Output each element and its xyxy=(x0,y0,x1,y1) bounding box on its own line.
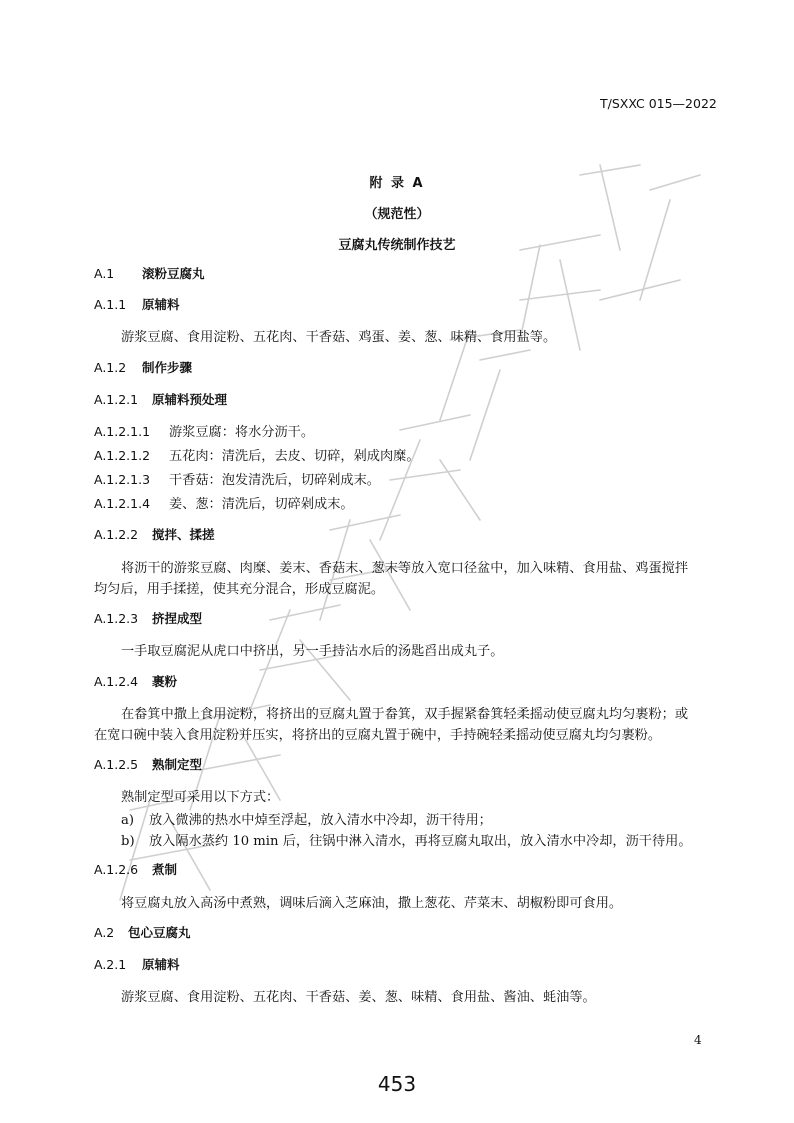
paragraph: 一手取豆腐泥从虎口中挤出，另一手持沾水后的汤匙舀出成丸子。 xyxy=(121,644,504,659)
list-item xyxy=(94,469,380,488)
section-a1-1 xyxy=(94,295,180,313)
section-title: 搅拌、揉搓 xyxy=(152,527,215,542)
section-a2-1 xyxy=(94,955,180,973)
item-number: A.1.2.1.1 xyxy=(94,424,151,439)
list-item xyxy=(94,445,420,464)
section-number: A.1.2.6 xyxy=(94,862,139,877)
section-number: A.1.2 xyxy=(94,360,127,375)
option-item xyxy=(121,830,692,849)
appendix-name: 豆腐丸传统制作技艺 xyxy=(338,238,456,253)
section-number: A.2 xyxy=(94,925,115,940)
paragraph: 游浆豆腐、食用淀粉、五花肉、干香菇、姜、葱、味精、食用盐、酱油、蚝油等。 xyxy=(121,990,596,1005)
standard-number: T/SXXC 015—2022 xyxy=(600,96,717,111)
section-number: A.1.2.3 xyxy=(94,611,139,626)
item-number: A.1.2.1.2 xyxy=(94,448,151,463)
item-text: 游浆豆腐：将水分沥干。 xyxy=(169,425,315,440)
appendix-nature: （规范性） xyxy=(364,207,430,222)
item-text: 五花肉：清洗后，去皮、切碎，剁成肉糜。 xyxy=(169,449,420,464)
section-a1-2-5 xyxy=(94,755,202,773)
section-title: 挤捏成型 xyxy=(152,611,203,626)
section-title: 包心豆腐丸 xyxy=(128,925,191,940)
item-text: 姜、葱：清洗后，切碎剁成末。 xyxy=(169,497,354,512)
section-title: 原辅料预处理 xyxy=(152,392,228,407)
paragraph: 将豆腐丸放入高汤中煮熟，调味后滴入芝麻油，撒上葱花、芹菜末、胡椒粉即可食用。 xyxy=(121,896,623,911)
option-text: 放入隔水蒸约 10 min 后，往锅中淋入清水，再将豆腐丸取出，放入清水中冷却，沥干待用。 xyxy=(149,834,692,849)
section-number: A.1 xyxy=(94,266,115,281)
paragraph: 游浆豆腐、食用淀粉、五花肉、干香菇、鸡蛋、姜、葱、味精、食用盐等。 xyxy=(121,330,557,345)
section-title: 原辅料 xyxy=(142,957,180,972)
section-number: A.2.1 xyxy=(94,957,127,972)
paragraph-line: 将沥干的游浆豆腐、肉糜、姜末、香菇末、葱末等放入宽口径盆中，加入味精、食用盐、鸡蛋搅拌 xyxy=(121,561,689,576)
section-a1-2-2 xyxy=(94,525,215,543)
section-a1-2 xyxy=(94,358,192,376)
item-text: 干香菇：泡发清洗后，切碎剁成末。 xyxy=(169,473,380,488)
section-a1 xyxy=(94,264,205,282)
section-a2 xyxy=(94,923,191,941)
footer-page-number: 453 xyxy=(377,1072,417,1096)
item-number: A.1.2.1.3 xyxy=(94,472,151,487)
section-title: 制作步骤 xyxy=(142,360,193,375)
paragraph: 熟制定型可采用以下方式： xyxy=(121,790,280,805)
page-number: 4 xyxy=(694,1033,702,1047)
list-item xyxy=(94,421,314,440)
section-number: A.1.1 xyxy=(94,297,127,312)
option-mark: b) xyxy=(121,834,135,849)
paragraph-line: 在宽口碗中装入食用淀粉并压实，将挤出的豆腐丸置于碗中，手持碗轻柔摇动使豆腐丸均匀裹粉。 xyxy=(94,728,662,743)
paragraph-line: 在畚箕中撒上食用淀粉，将挤出的豆腐丸置于畚箕，双手握紧畚箕轻柔摇动使豆腐丸均匀裹粉；或 xyxy=(121,707,689,722)
option-mark: a) xyxy=(121,813,135,828)
option-text: 放入微沸的热水中焯至浮起，放入清水中冷却，沥干待用； xyxy=(149,813,492,828)
option-item xyxy=(121,809,492,828)
section-title: 裹粉 xyxy=(152,674,178,689)
section-title: 熟制定型 xyxy=(152,757,203,772)
list-item xyxy=(94,493,354,512)
section-title: 滚粉豆腐丸 xyxy=(142,266,205,281)
section-a1-2-1 xyxy=(94,390,227,408)
section-a1-2-6 xyxy=(94,860,177,878)
section-a1-2-4 xyxy=(94,672,177,690)
section-number: A.1.2.5 xyxy=(94,757,139,772)
appendix-title: 附 录 A xyxy=(369,176,425,191)
section-number: A.1.2.1 xyxy=(94,392,139,407)
section-a1-2-3 xyxy=(94,609,202,627)
item-number: A.1.2.1.4 xyxy=(94,496,151,511)
section-number: A.1.2.2 xyxy=(94,527,139,542)
section-title: 原辅料 xyxy=(142,297,180,312)
paragraph-line: 均匀后，用手揉搓，使其充分混合，形成豆腐泥。 xyxy=(94,582,385,597)
section-title: 煮制 xyxy=(152,862,178,877)
section-number: A.1.2.4 xyxy=(94,674,139,689)
